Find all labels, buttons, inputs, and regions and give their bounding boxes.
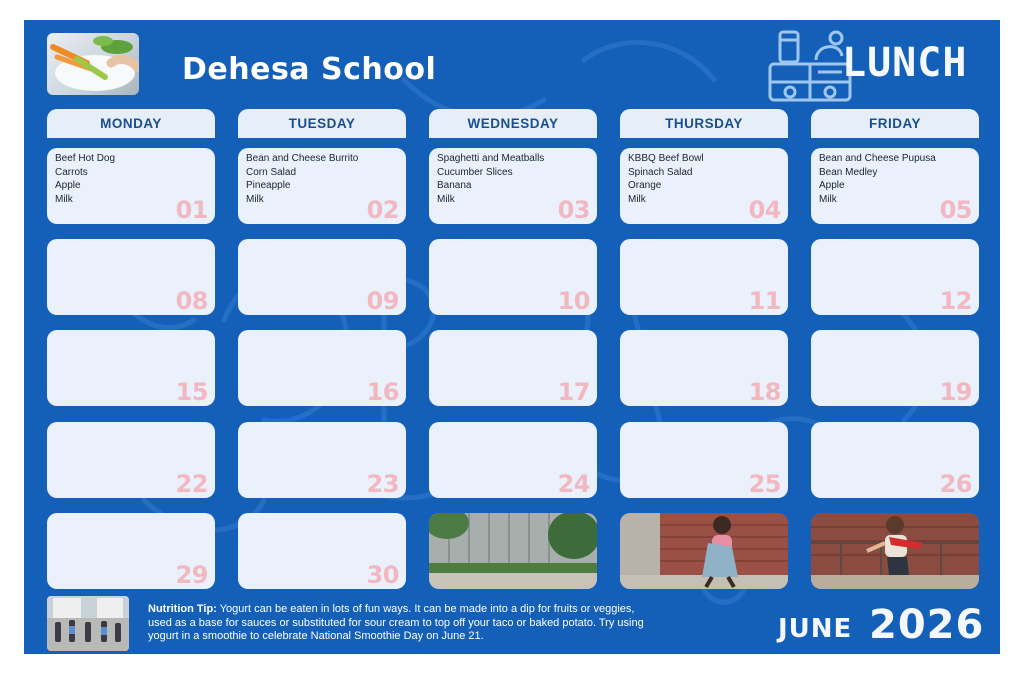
day-cell (620, 330, 788, 406)
menu-items (437, 152, 544, 206)
menu-item: Milk (437, 193, 455, 205)
date-number: 29 (175, 561, 208, 589)
day-cell (620, 239, 788, 315)
date-number: 04 (748, 196, 781, 224)
running-girls-photo (811, 513, 979, 589)
menu-item: Bean Medley (819, 166, 878, 178)
date-number: 11 (748, 287, 781, 315)
day-cell (238, 513, 406, 589)
day-cell (429, 148, 597, 224)
menu-item: Milk (628, 193, 646, 205)
menu-item: Banana (437, 180, 472, 192)
menu-items (628, 152, 704, 206)
day-cell (238, 148, 406, 224)
day-cell (238, 422, 406, 498)
date-number: 19 (939, 378, 972, 406)
date-number: 18 (748, 378, 781, 406)
menu-items (246, 152, 358, 206)
date-number: 10 (557, 287, 590, 315)
day-cell (238, 239, 406, 315)
day-header-wednesday: WEDNESDAY (429, 109, 597, 138)
date-number: 03 (557, 196, 590, 224)
date-number: 23 (366, 470, 399, 498)
date-number: 02 (366, 196, 399, 224)
date-number: 05 (939, 196, 972, 224)
meal-title: LUNCH (842, 40, 968, 86)
lunch-tray-icon (766, 26, 854, 104)
school-name: Dehesa School (182, 52, 437, 87)
date-number: 08 (175, 287, 208, 315)
menu-items (819, 152, 936, 206)
menu-item: Orange (628, 180, 662, 192)
menu-item: Cucumber Slices (437, 166, 513, 178)
day-cell (620, 422, 788, 498)
date-number: 15 (175, 378, 208, 406)
day-cell (47, 422, 215, 498)
day-cell (811, 148, 979, 224)
day-header-monday: MONDAY (47, 109, 215, 138)
day-header-thursday: THURSDAY (620, 109, 788, 138)
day-cell (429, 239, 597, 315)
menu-item: Apple (819, 180, 845, 192)
menu-item: Beef Hot Dog (55, 153, 116, 164)
menu-item: Milk (819, 193, 837, 205)
day-cell (47, 330, 215, 406)
day-header-tuesday: TUESDAY (238, 109, 406, 138)
day-cell (429, 422, 597, 498)
students-walking-photo (47, 596, 129, 651)
day-cell (47, 148, 215, 224)
date-number: 17 (557, 378, 590, 406)
date-number: 25 (748, 470, 781, 498)
date-number: 09 (366, 287, 399, 315)
menu-item: Carrots (55, 166, 88, 178)
menu-item: Spaghetti and Meatballs (437, 153, 545, 164)
calendar-year: 2026 (869, 602, 985, 648)
calendar-month: JUNE (778, 614, 853, 644)
menu-item: Milk (246, 193, 264, 205)
day-cell (47, 513, 215, 589)
nutrition-tip (148, 603, 648, 644)
date-number: 22 (175, 470, 208, 498)
menu-item: Milk (55, 193, 73, 205)
nutrition-tip-text: Yogurt can be eaten in lots of fun ways. It can be made into a dip for fruits or veggies, used as a base for sauces or substituted for sour cream to top off your taco or baked potato. Try using yogurt in a smoothie to celebrate National Smoothie Day on June 21. (148, 603, 644, 643)
date-number: 24 (557, 470, 590, 498)
date-number: 30 (366, 561, 399, 589)
schoolyard-photo (429, 513, 597, 589)
day-cell (47, 239, 215, 315)
day-cell (811, 330, 979, 406)
date-number: 01 (175, 196, 208, 224)
vegetables-plate-photo (47, 33, 139, 95)
running-girl-photo (620, 513, 788, 589)
menu-item: Spinach Salad (628, 166, 693, 178)
menu-item: Apple (55, 180, 81, 192)
day-header-friday: FRIDAY (811, 109, 979, 138)
menu-item: Corn Salad (246, 166, 297, 178)
day-cell (238, 330, 406, 406)
date-number: 12 (939, 287, 972, 315)
menu-item: Pineapple (246, 180, 291, 192)
nutrition-tip-label: Nutrition Tip: (148, 603, 217, 615)
day-cell (429, 330, 597, 406)
day-cell (811, 239, 979, 315)
menu-item: Bean and Cheese Pupusa (819, 153, 936, 164)
date-number: 26 (939, 470, 972, 498)
calendar-board (24, 20, 1000, 654)
menu-item: KBBQ Beef Bowl (628, 153, 704, 164)
day-cell (620, 148, 788, 224)
day-cell (811, 422, 979, 498)
menu-item: Bean and Cheese Burrito (246, 153, 359, 164)
menu-items (55, 152, 115, 206)
date-number: 16 (366, 378, 399, 406)
